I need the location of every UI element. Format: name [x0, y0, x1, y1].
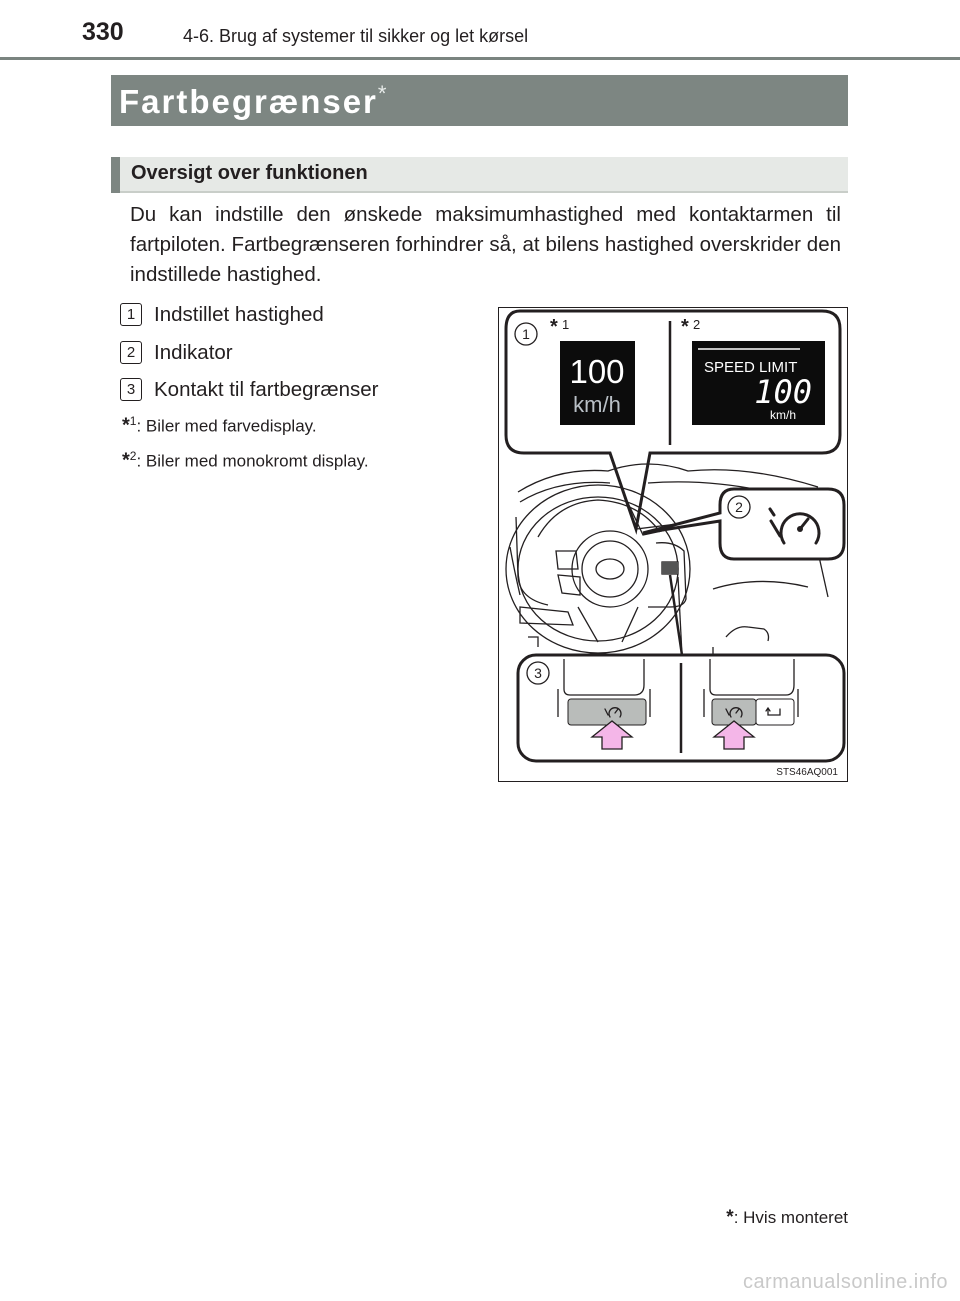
- legend-label: Kontakt til fartbegrænser: [154, 378, 379, 401]
- steering-switch-marker: [662, 562, 678, 574]
- footnote-star: *: [726, 1207, 734, 1228]
- title-text: Fartbegrænser: [119, 83, 378, 120]
- running-head: 4-6. Brug af systemer til sikker og let kørsel: [183, 26, 529, 46]
- legend-label: Indikator: [154, 341, 233, 364]
- subsection-accent: [111, 157, 120, 193]
- note: [122, 449, 369, 473]
- mono-display-label: SPEED LIMIT: [704, 359, 798, 376]
- legend-number-badge: 1: [120, 303, 142, 326]
- page-number: 330: [82, 18, 124, 46]
- return-switch-right: [756, 699, 794, 725]
- note-sup: 2: [129, 449, 137, 463]
- variant-2-star: *: [681, 316, 689, 338]
- title-bar: [111, 75, 848, 126]
- subsection-title: Oversigt over funktionen: [131, 162, 368, 184]
- legend-item: [120, 378, 378, 402]
- footnote: [726, 1207, 848, 1229]
- legend-number-badge: 3: [120, 378, 142, 401]
- note-sup: 1: [129, 414, 137, 428]
- title-star: *: [377, 81, 389, 106]
- color-display-unit: km/h: [573, 392, 621, 417]
- note-text: : Biler med monokromt display.: [136, 451, 369, 471]
- subsection-bar: [111, 157, 848, 193]
- page-title: [119, 81, 388, 121]
- watermark: carmanualsonline.info: [742, 1271, 948, 1293]
- callout-2-number: 2: [735, 499, 743, 515]
- note-star: *: [122, 449, 130, 472]
- note-star: *: [122, 414, 130, 437]
- legend-item: [120, 303, 324, 327]
- header-rule: [0, 57, 960, 60]
- intro-paragraph: Du kan indstille den ønskede maksimumhastighed med kontaktarmen til fartpiloten. Fartbegrænseren forhindrer så, at bilens hastighed overskrider den indstillede hastighed.: [130, 203, 841, 286]
- indicator-icon-hub: [797, 526, 803, 532]
- callout-3-number: 3: [534, 665, 542, 681]
- legend-label: Indstillet hastighed: [154, 303, 324, 326]
- speed-limiter-illustration: [498, 307, 848, 782]
- variant-1-number: 1: [562, 317, 570, 332]
- mono-display-unit: km/h: [769, 408, 796, 422]
- figure-code: STS46AQ001: [776, 767, 838, 778]
- note-text: : Biler med farvedisplay.: [136, 416, 317, 436]
- color-display-value: 100: [569, 353, 625, 390]
- legend-item: [120, 341, 233, 365]
- note: [122, 414, 317, 438]
- footnote-text: : Hvis monteret: [733, 1208, 848, 1227]
- variant-2-number: 2: [693, 317, 701, 332]
- callout-1-number: 1: [522, 326, 530, 342]
- variant-1-star: *: [550, 316, 558, 338]
- legend-number-badge: 2: [120, 341, 142, 364]
- mono-display-value: 100: [754, 373, 812, 411]
